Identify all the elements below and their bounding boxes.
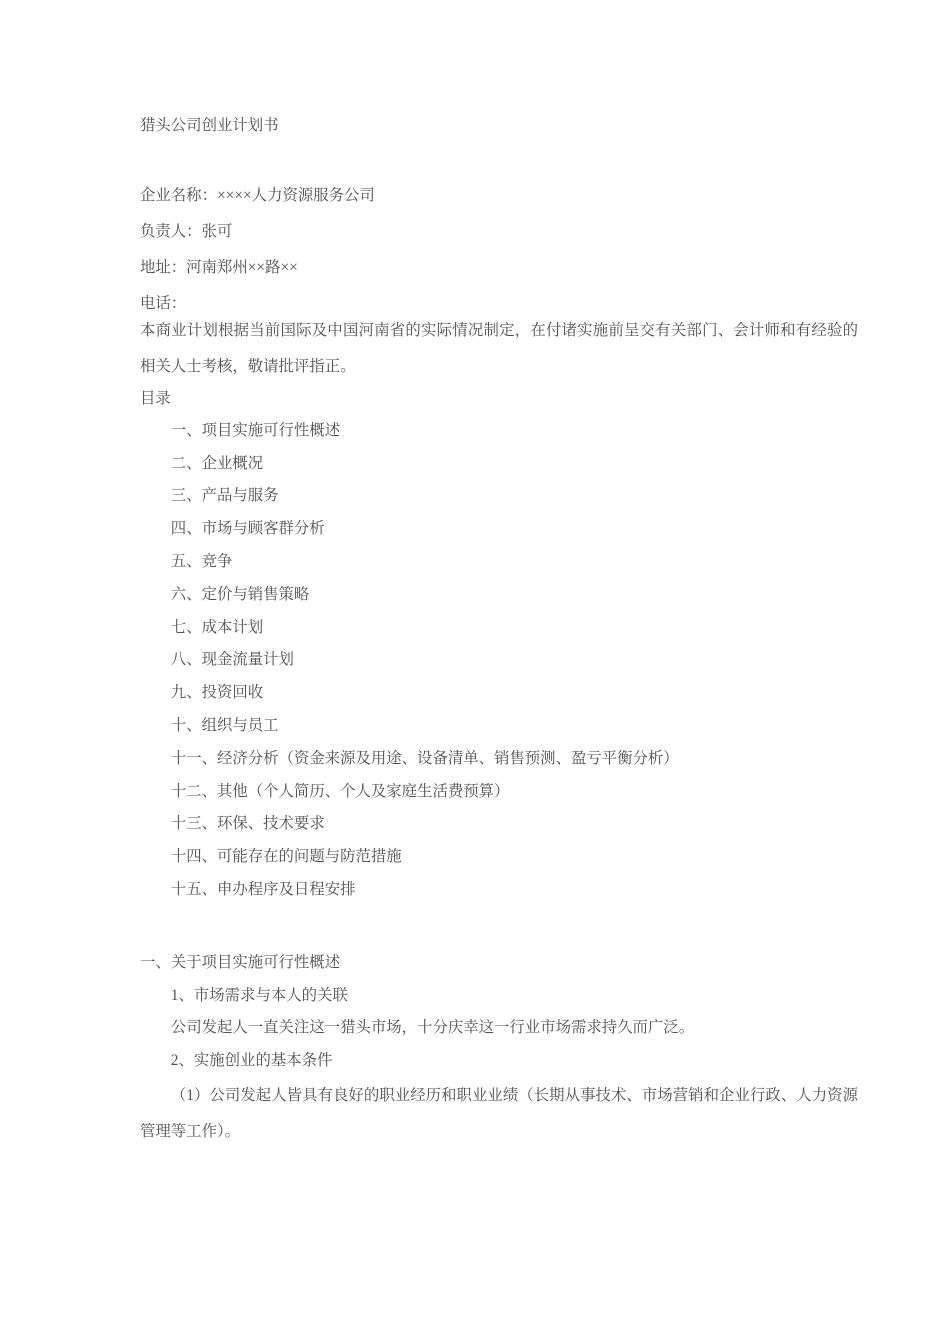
subsection-2-point-1: （1）公司发起人皆具有良好的职业经历和职业业绩（长期从事技术、市场营销和企业行政、人力资源管理等工作）。 [140,1086,858,1140]
owner-line: 负责人：张可 [140,223,233,240]
toc-heading: 目录 [140,390,171,407]
toc-item: 五、竞争 [170,552,233,570]
toc-item: 十、组织与员工 [170,716,279,734]
toc-item: 六、定价与销售策略 [170,585,310,603]
subsection-2-heading: 2、实施创业的基本条件 [170,1052,333,1070]
toc-item: 十三、环保、技术要求 [170,815,325,833]
subsection-1-body: 公司发起人一直关注这一猎头市场，十分庆幸这一行业市场需求持久而广泛。 [170,1019,695,1037]
toc-item: 三、产品与服务 [170,487,279,505]
toc-item: 一、项目实施可行性概述 [170,421,341,439]
toc-item: 七、成本计划 [170,618,264,636]
title-spacer [140,144,860,178]
phone-line: 电话： [140,295,187,312]
toc-item: 十一、经济分析（资金来源及用途、设备清单、销售预测、盈亏平衡分析） [170,749,679,767]
toc-item: 八、现金流量计划 [170,651,294,669]
toc-item: 十二、其他（个人简历、个人及家庭生活费预算） [170,782,510,800]
subsection-1-heading: 1、市场需求与本人的关联 [170,986,348,1004]
section-one-heading: 一、关于项目实施可行性概述 [140,953,341,971]
document-title: 猎头公司创业计划书 [140,117,279,134]
toc-item: 二、企业概况 [170,454,264,472]
toc-item: 四、市场与顾客群分析 [170,520,325,538]
toc-item: 十五、申办程序及日程安排 [170,880,356,898]
toc-list [140,415,860,907]
intro-paragraph: 本商业计划根据当前国际及中国河南省的实际情况制定，在付诸实施前呈交有关部门、会计师和有经验的相关人士考核，敬请批评指正。 [140,322,858,375]
toc-item: 九、投资回收 [170,684,264,702]
company-name-line: 企业名称：××××人力资源服务公司 [140,187,375,204]
section-spacer [140,907,860,947]
address-line: 地址：河南郑州××路×× [140,259,298,276]
toc-item: 十四、可能存在的问题与防范措施 [170,848,402,866]
